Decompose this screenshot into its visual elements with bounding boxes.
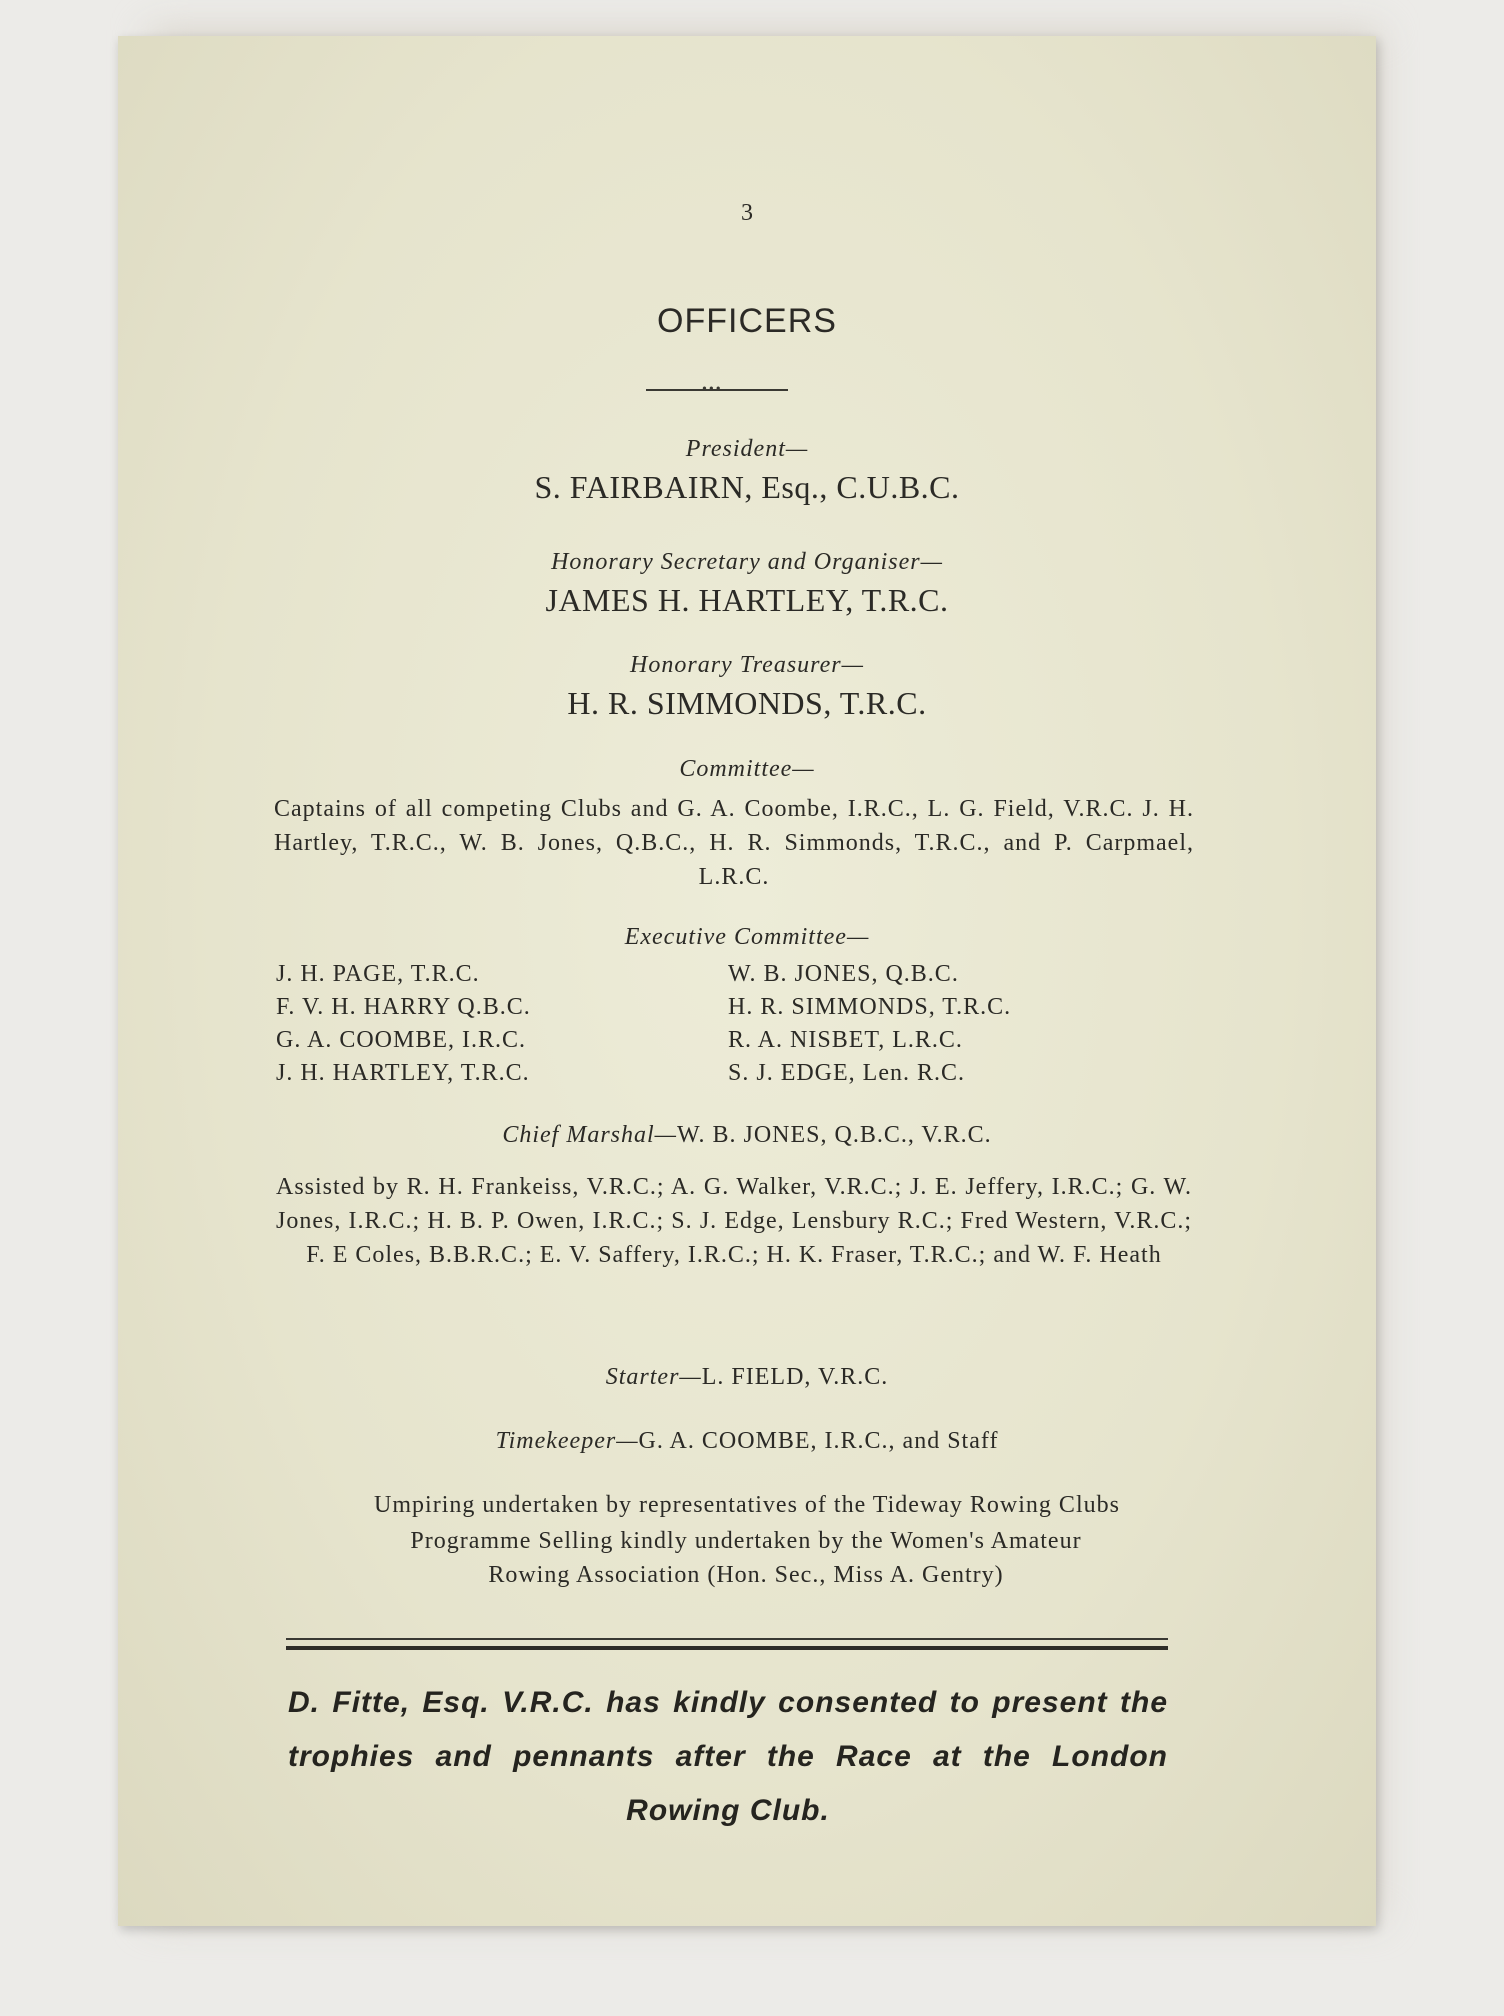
president-role: President— bbox=[685, 436, 809, 462]
heading-ornament bbox=[646, 382, 788, 397]
executive-committee-right bbox=[728, 958, 1011, 1090]
starter-label: Starter— bbox=[605, 1364, 702, 1390]
divider-rule-thin bbox=[286, 1638, 1168, 1640]
executive-member: S. J. EDGE, Len. R.C. bbox=[728, 1060, 965, 1086]
programme-page bbox=[118, 36, 1376, 1926]
trophy-notice: D. Fitte, Esq. V.R.C. has kindly consented to present the trophies and pennants after the Race at the London Rowing Club. bbox=[288, 1686, 1168, 1827]
chief-marshal-name: W. B. JONES, Q.B.C., V.R.C. bbox=[677, 1122, 992, 1148]
secretary-name: JAMES H. HARTLEY, T.R.C. bbox=[545, 582, 949, 618]
treasurer-name: H. R. SIMMONDS, T.R.C. bbox=[567, 685, 927, 721]
divider-rule-thick bbox=[286, 1646, 1168, 1650]
executive-member: G. A. COOMBE, I.R.C. bbox=[276, 1027, 527, 1053]
chief-marshal-line bbox=[118, 1122, 1376, 1149]
president-name: S. FAIRBAIRN, Esq., C.U.B.C. bbox=[534, 469, 960, 505]
umpiring-text: Umpiring undertaken by representatives of the Tideway Rowing Clubs bbox=[374, 1492, 1120, 1518]
secretary-role: Honorary Secretary and Organiser— bbox=[551, 549, 943, 575]
programme-selling-text: Programme Selling kindly undertaken by the Women's Amateur Rowing Association (Hon. Sec., Miss A. Gentry) bbox=[410, 1528, 1082, 1588]
executive-member: R. A. NISBET, L.R.C. bbox=[728, 1027, 963, 1053]
chief-marshal-label: Chief Marshal— bbox=[502, 1122, 678, 1148]
page-number: 3 bbox=[741, 200, 753, 226]
starter-name: L. FIELD, V.R.C. bbox=[701, 1364, 889, 1390]
treasurer-role: Honorary Treasurer— bbox=[630, 652, 864, 678]
committee-label: Committee— bbox=[679, 756, 815, 782]
assisted-by-text: Assisted by R. H. Frankeiss, V.R.C.; A. G. Walker, V.R.C.; J. E. Jeffery, I.R.C.; G. W. Jones, I.R.C.; H. B. P. Owen, I.R.C.; S. J. Edge, Lensbury R.C.; Fred Western, V.R.C.; F. E Coles, B.B.R.C.; E. V. Saffery, I.R.C.; H. K. Fraser, T.R.C.; and W. F. Heath bbox=[276, 1174, 1192, 1268]
timekeeper-label: Timekeeper— bbox=[495, 1428, 639, 1454]
executive-member: W. B. JONES, Q.B.C. bbox=[728, 961, 959, 987]
committee-text: Captains of all competing Clubs and G. A. Coombe, I.R.C., L. G. Field, V.R.C. J. H. Hartley, T.R.C., W. B. Jones, Q.B.C., H. R. Simmonds, T.R.C., and P. Carpmael, L.R.C. bbox=[274, 796, 1194, 890]
starter-line bbox=[118, 1364, 1376, 1391]
executive-member: F. V. H. HARRY Q.B.C. bbox=[276, 994, 531, 1020]
executive-member: J. H. PAGE, T.R.C. bbox=[276, 961, 480, 987]
timekeeper-name: G. A. COOMBE, I.R.C., and Staff bbox=[638, 1428, 999, 1454]
ornament-dots: ••• bbox=[702, 382, 723, 397]
executive-committee-left bbox=[276, 958, 531, 1090]
executive-member: H. R. SIMMONDS, T.R.C. bbox=[728, 994, 1012, 1020]
timekeeper-line bbox=[118, 1428, 1376, 1455]
executive-committee-label: Executive Committee— bbox=[624, 924, 870, 950]
page-heading: OFFICERS bbox=[657, 302, 837, 340]
executive-member: J. H. HARTLEY, T.R.C. bbox=[276, 1060, 530, 1086]
